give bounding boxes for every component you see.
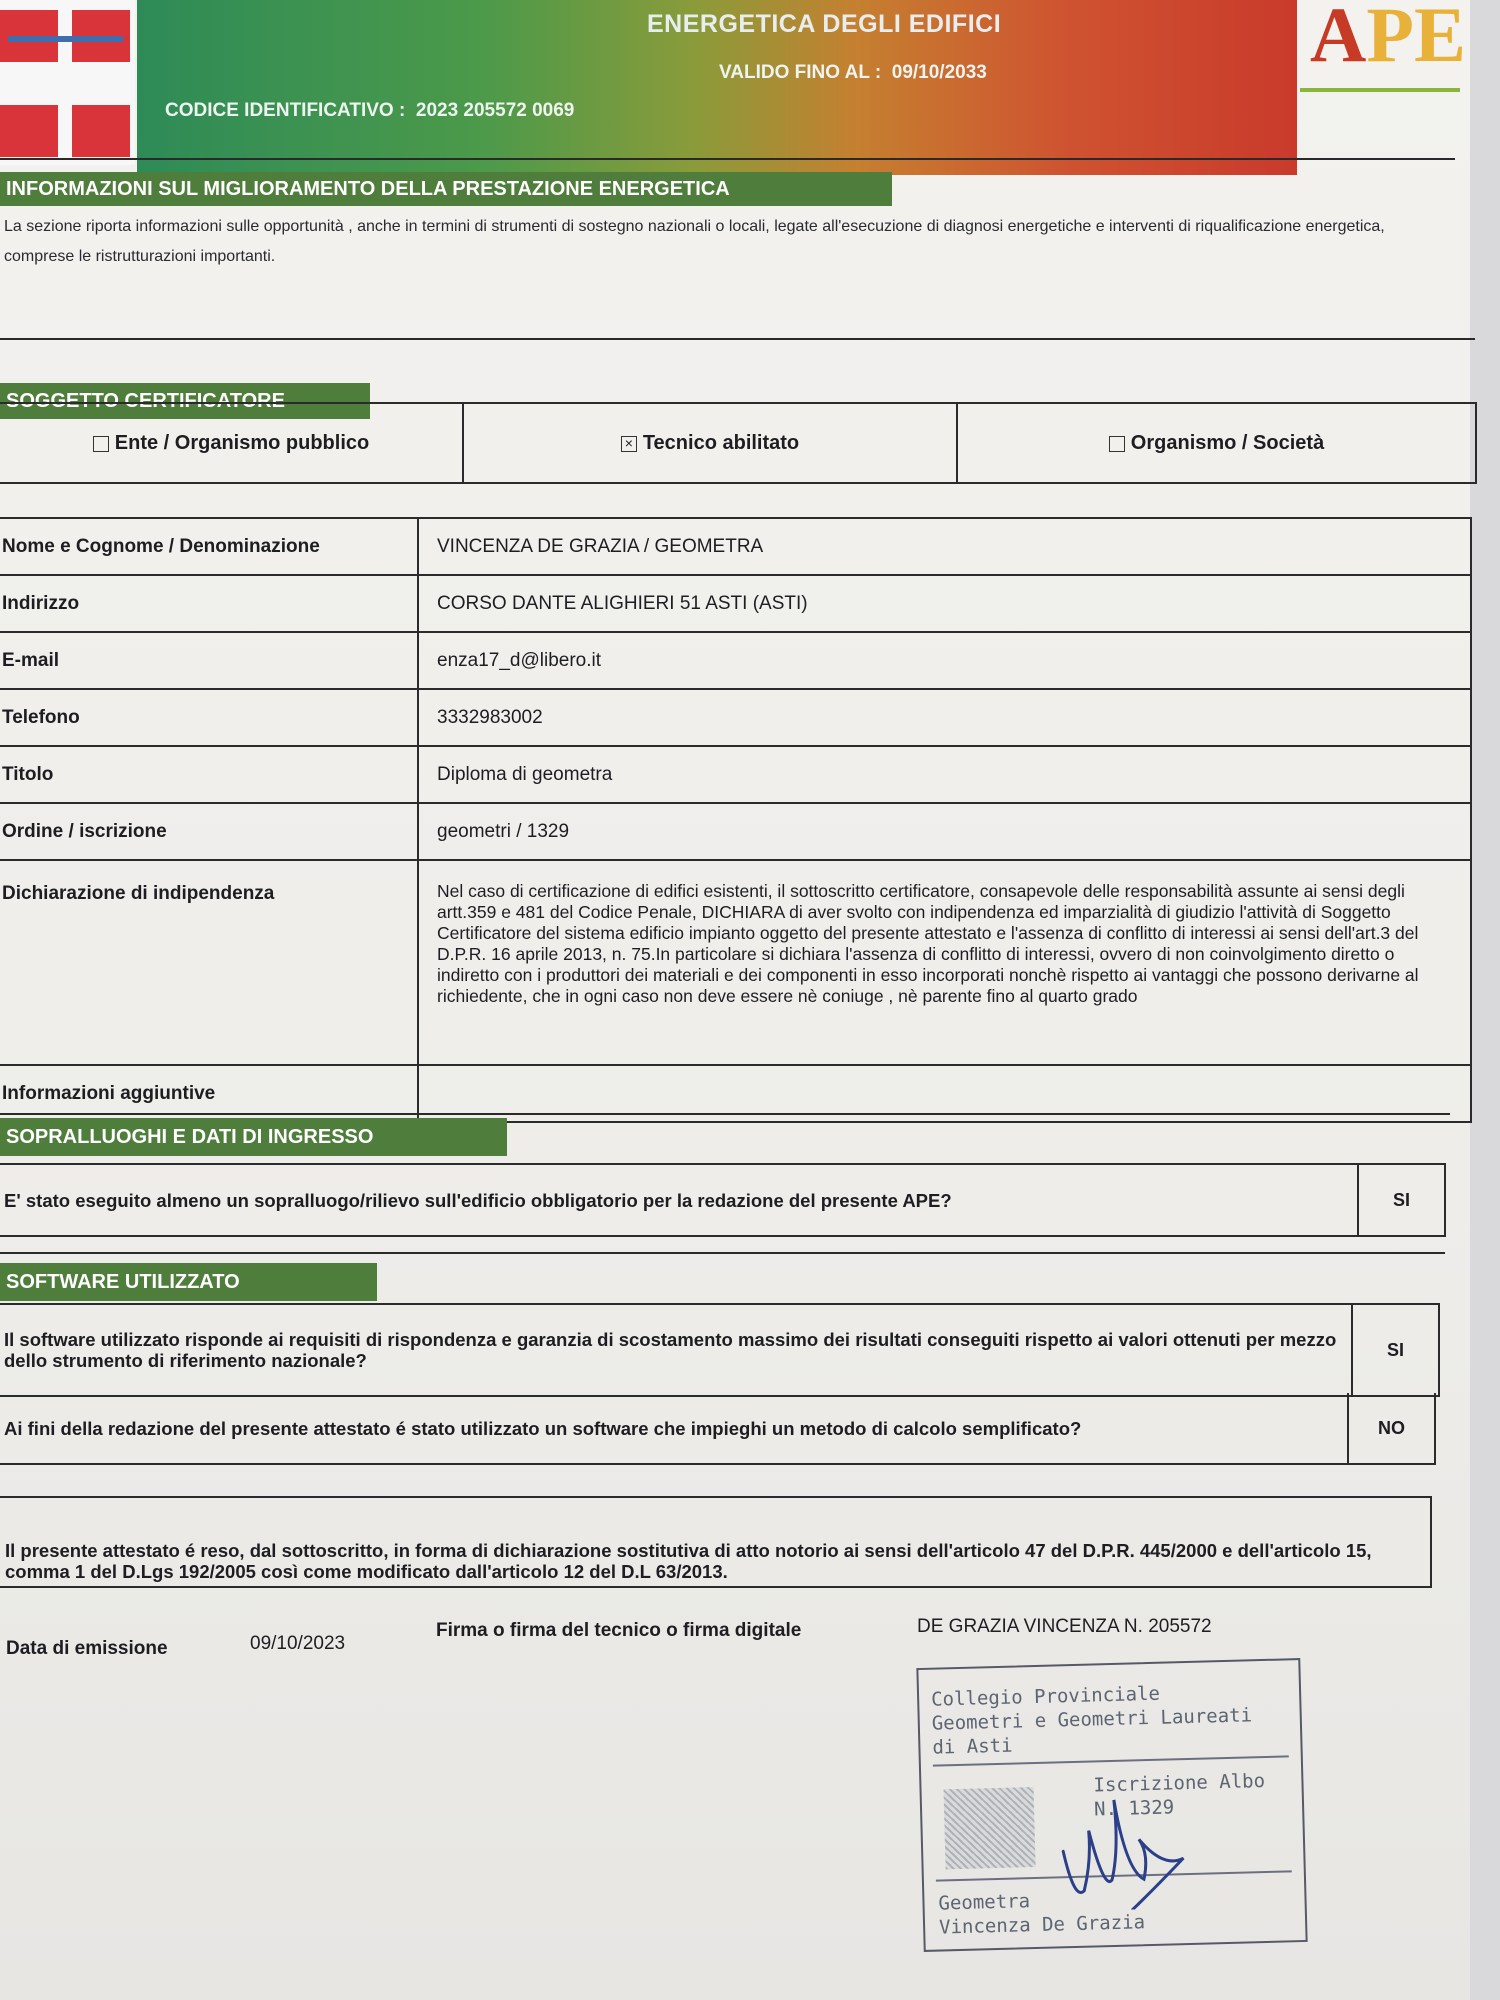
row-label: Nome e Cognome / Denominazione	[0, 518, 418, 575]
seal-icon	[944, 1787, 1036, 1869]
section-header-inspection: SOPRALLUOGHI E DATI DI INGRESSO	[0, 1118, 507, 1156]
row-label: Titolo	[0, 746, 418, 803]
checkbox-icon[interactable]	[93, 436, 109, 452]
stamp-header: Collegio Provinciale Geometri e Geometri Laureati di Asti	[930, 1682, 1253, 1759]
checkbox-icon[interactable]	[1109, 436, 1125, 452]
divider	[0, 1113, 1450, 1115]
software-question-box-1	[0, 1303, 1440, 1397]
professional-stamp	[916, 1658, 1307, 1952]
row-label: Telefono	[0, 689, 418, 746]
region-flag-logo	[0, 0, 135, 165]
divider	[0, 338, 1475, 340]
section-header-software: SOFTWARE UTILIZZATO	[0, 1263, 377, 1301]
date-label: Data di emissione	[6, 1638, 168, 1659]
row-label: Indirizzo	[0, 575, 418, 632]
valid-until: VALIDO FINO AL : 09/10/2033	[719, 62, 987, 83]
handwritten-signature	[1051, 1757, 1215, 1911]
row-value: geometri / 1329	[418, 803, 1471, 860]
date-value: 09/10/2023	[250, 1633, 346, 1654]
certifier-table	[0, 517, 1472, 1123]
row-value: CORSO DANTE ALIGHIERI 51 ASTI (ASTI)	[418, 575, 1471, 632]
inspection-question: E' stato eseguito almeno un sopralluogo/rilievo sull'edificio obbligatorio per la redazione del presente APE?	[0, 1165, 1359, 1235]
row-value: enza17_d@libero.it	[418, 632, 1471, 689]
row-label: Dichiarazione di indipendenza	[0, 860, 418, 1065]
table-row	[0, 575, 1471, 632]
table-row	[0, 689, 1471, 746]
table-row	[0, 860, 1471, 1065]
certifier-type-row	[0, 402, 1477, 484]
row-label: E-mail	[0, 632, 418, 689]
code-identifier: CODICE IDENTIFICATIVO : 2023 205572 0069	[165, 100, 575, 121]
table-row	[0, 746, 1471, 803]
row-label: Ordine / iscrizione	[0, 803, 418, 860]
header-banner	[137, 0, 1297, 175]
table-row	[0, 518, 1471, 575]
row-value: VINCENZA DE GRAZIA / GEOMETRA	[418, 518, 1471, 575]
independence-declaration-text: Nel caso di certificazione di edifici esistenti, il sottoscritto certificatore, consapevole delle responsabilità assunte ai sensi degli artt.359 e 481 del Codice Penale, DICHIARA di aver svolto con indipendenza ed imparzialità di giudizio l'attività di Soggetto Certificatore del sistema edificio impianto oggetto del presente attestato e l'assenza di conflitto di interessi ai sensi dell'art.3 del D.P.R. 16 aprile 2013, n. 75.In particolare si dichiara l'assenza di conflitto di interessi, ovvero di non coinvolgimento diretto o indiretto con i produttori dei materiali e dei componenti in esso incorporati nonchè rispetto ai vantaggi che possono derivarne al richiedente, che in ogni caso non deve essere nè coniuge , nè parente fino al quarto grado	[418, 860, 1471, 1065]
software-question-2: Ai fini della redazione del presente attestato é stato utilizzato un software che impieghi un metodo di calcolo semplificato?	[0, 1393, 1349, 1463]
software-question-1: Il software utilizzato risponde ai requisiti di rispondenza e garanzia di scostamento massimo dei risultati conseguiti rispetto ai valori ottenuti per mezzo dello strumento di riferimento nazionale?	[0, 1305, 1353, 1395]
row-value: 3332983002	[418, 689, 1471, 746]
section-header-certifier: SOGGETTO CERTIFICATORE	[0, 383, 370, 419]
stamp-registration: Iscrizione Albo N. 1329	[1093, 1769, 1266, 1821]
header-title: ENERGETICA DEGLI EDIFICI	[647, 10, 1002, 38]
row-label: Informazioni aggiuntive	[0, 1065, 418, 1122]
type-option-company[interactable]: Organismo / Società	[958, 404, 1475, 482]
software-answer-2: NO	[1378, 1417, 1405, 1438]
type-option-public[interactable]: Ente / Organismo pubblico	[0, 404, 464, 482]
inspection-answer: SI	[1392, 1189, 1410, 1210]
ape-logo: APE	[1310, 0, 1467, 78]
signature-label: Firma o firma del tecnico o firma digitale	[436, 1620, 802, 1641]
inspection-question-box	[0, 1163, 1446, 1237]
software-question-box-2	[0, 1393, 1436, 1465]
row-value: Diploma di geometra	[418, 746, 1471, 803]
software-answer-1: SI	[1386, 1339, 1404, 1360]
table-row	[0, 632, 1471, 689]
type-option-technician[interactable]: × Tecnico abilitato	[464, 404, 958, 482]
table-row	[0, 803, 1471, 860]
section-header-improvement: INFORMAZIONI SUL MIGLIORAMENTO DELLA PRESTAZIONE ENERGETICA	[0, 172, 892, 206]
improvement-text: La sezione riporta informazioni sulle opportunità , anche in termini di strumenti di sostegno nazionali o locali, legate all'esecuzione di diagnosi energetiche e interventi di riqualificazione energetica, comprese le ristrutturazioni importanti.	[4, 218, 1385, 265]
divider	[1300, 88, 1460, 92]
checked-checkbox-icon[interactable]: ×	[621, 436, 637, 452]
divider	[0, 1252, 1445, 1254]
legal-declaration: Il presente attestato é reso, dal sottoscritto, in forma di dichiarazione sostitutiva di atto notorio ai sensi dell'articolo 47 del D.P.R. 445/2000 e dell'articolo 15, comma 1 del D.Lgs 192/2005 così come modificato dall'articolo 12 del D.L 63/2013.	[0, 1496, 1432, 1588]
signature-value: DE GRAZIA VINCENZA N. 205572	[917, 1616, 1212, 1637]
divider	[0, 158, 1455, 160]
stamp-name: Geometra Vincenza De Grazia	[938, 1890, 1146, 1939]
